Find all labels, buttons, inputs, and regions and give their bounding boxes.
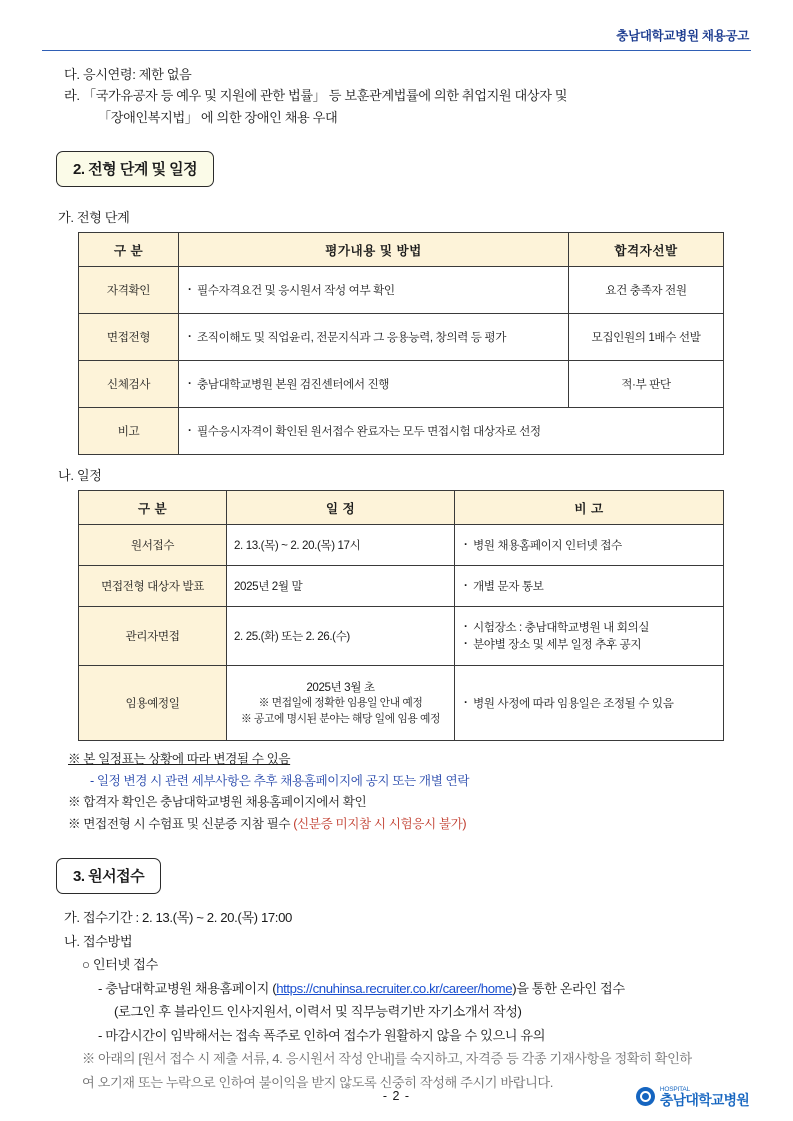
stage-select-1: 요건 충족자 전원	[569, 267, 724, 314]
stage-content-3	[179, 361, 569, 408]
stage-division-2: 면접전형	[79, 314, 179, 361]
section-2-notes	[68, 750, 751, 834]
stage-division-3: 신체검사	[79, 361, 179, 408]
schedule-table	[78, 490, 724, 741]
stage-division-4: 비고	[79, 408, 179, 455]
stage-content-4	[179, 408, 724, 455]
s3-line-4-suffix: )을 통한 온라인 접수	[512, 980, 625, 996]
s3-line-4-prefix: - 충남대학교병원 채용홈페이지 (	[98, 980, 277, 996]
note-1	[68, 750, 751, 770]
table-row	[79, 267, 724, 314]
schedule-date-4-line-2: ※ 면접일에 정확한 임용일 안내 예정	[258, 697, 423, 710]
section-3-heading: 3. 원서접수	[56, 858, 161, 894]
page-number: - 2 -	[382, 1089, 411, 1103]
schedule-division-3: 관리자면접	[79, 607, 227, 666]
intro-block	[42, 65, 751, 128]
table-row	[79, 361, 724, 408]
schedule-col-division: 구 분	[79, 491, 227, 525]
table-row	[79, 314, 724, 361]
stage-table	[78, 232, 724, 455]
stage-content-2	[179, 314, 569, 361]
note-3: ※ 합격자 확인은 충남대학교병원 채용홈페이지에서 확인	[68, 795, 367, 810]
schedule-note-4-item: · 병원 사정에 따라 임용일은 조정될 수 있음	[462, 695, 716, 712]
stage-col-content: 평가내용 및 방법	[179, 233, 569, 267]
hospital-logo-sub: HOSPITAL	[659, 1085, 690, 1093]
schedule-table-header-row	[79, 491, 724, 525]
hospital-logo-icon	[636, 1087, 655, 1106]
schedule-date-4	[227, 666, 455, 741]
schedule-date-2: 2025년 2월 말	[227, 566, 455, 607]
stage-division-1: 자격확인	[79, 267, 179, 314]
schedule-note-2	[455, 566, 724, 607]
schedule-note-1-item: · 병원 채용홈페이지 인터넷 접수	[462, 537, 716, 554]
note-2: - 일정 변경 시 관련 세부사항은 추후 채용홈페이지에 공지 또는 개별 연락	[90, 773, 470, 788]
section-2-sub-b: 나. 일정	[58, 468, 102, 484]
schedule-division-4: 임용예정일	[79, 666, 227, 741]
stage-content-2-item: · 조직이해도 및 직업윤리, 전문지식과 그 응용능력, 창의력 등 평가	[186, 329, 561, 346]
stage-col-select: 합격자선발	[569, 233, 724, 267]
intro-line-2: 라. 「국가유공자 등 예우 및 지원에 관한 법률」 등 보훈관계법률에 의한 취업지원 대상자 및	[64, 88, 568, 104]
hospital-logo	[636, 1087, 749, 1108]
hospital-logo-name: 충남대학교병원	[659, 1092, 749, 1108]
table-row	[79, 566, 724, 607]
intro-line-1: 다. 응시연령: 제한 없음	[64, 67, 192, 82]
schedule-note-3	[455, 607, 724, 666]
s3-line-8: 여 오기재 또는 누락으로 인하여 불이익을 받지 않도록 신중히 작성해 주시기 바랍니다.	[82, 1074, 554, 1090]
s3-line-4	[42, 979, 751, 999]
schedule-col-note: 비 고	[455, 491, 724, 525]
section-3-body	[42, 908, 751, 1093]
table-row	[79, 666, 724, 741]
schedule-note-3-item-2: · 분야별 장소 및 세부 일정 추후 공지	[462, 636, 716, 653]
section-2-sub-a: 가. 전형 단계	[58, 210, 130, 226]
schedule-note-3-item-1: · 시험장소 : 충남대학교병원 내 회의실	[462, 619, 716, 636]
s3-line-2: 나. 접수방법	[64, 933, 133, 949]
stage-col-division: 구 분	[79, 233, 179, 267]
schedule-note-4	[455, 666, 724, 741]
s3-line-1: 가. 접수기간 : 2. 13.(목) ~ 2. 20.(목) 17:00	[64, 910, 292, 926]
schedule-date-3: 2. 25.(화) 또는 2. 26.(수)	[227, 607, 455, 666]
stage-content-1-item: · 필수자격요건 및 응시원서 작성 여부 확인	[186, 282, 561, 299]
hospital-logo-textblock	[660, 1087, 749, 1108]
stage-content-3-item: · 충남대학교병원 본원 검진센터에서 진행	[186, 376, 561, 393]
note-4-suffix: (신분증 미지참 시 시험응시 불가)	[293, 816, 467, 831]
s3-line-5: (로그인 후 블라인드 인사지원서, 이력서 및 직무능력기반 자기소개서 작성)	[114, 1004, 522, 1020]
section-2-heading: 2. 전형 단계 및 일정	[56, 151, 214, 187]
schedule-date-4-line-1: 2025년 3월 초	[306, 681, 375, 695]
s3-line-6: - 마감시간이 임박해서는 접속 폭주로 인하여 접수가 원활하지 않을 수 있으니 유의	[98, 1027, 546, 1043]
note-4-text: ※ 면접전형 시 수험표 및 신분증 지참 필수	[68, 816, 291, 831]
schedule-note-2-item: · 개별 문자 통보	[462, 578, 716, 595]
stage-content-4-item: · 필수응시자격이 확인된 원서접수 완료자는 모두 면접시험 대상자로 선정	[186, 423, 716, 440]
schedule-col-schedule: 일 정	[227, 491, 455, 525]
page-footer	[0, 1085, 793, 1108]
stage-table-header-row	[79, 233, 724, 267]
table-row	[79, 408, 724, 455]
intro-line-3: 「장애인복지법」 에 의한 장애인 채용 우대	[98, 109, 338, 125]
schedule-division-2: 면접전형 대상자 발표	[79, 566, 227, 607]
note-1-text: ※ 본 일정표는 상황에 따라 변경될 수 있음	[68, 752, 291, 767]
schedule-date-4-line-3: ※ 공고에 명시된 분야는 해당 일에 임용 예정	[240, 713, 441, 726]
header-title: 충남대학교병원 채용공고	[616, 29, 749, 43]
s3-line-7: ※ 아래의 [원서 접수 시 제출 서류, 4. 응시원서 작성 안내]를 숙지하고, 자격증 등 각종 기재사항을 정확히 확인하	[82, 1051, 692, 1067]
schedule-note-1	[455, 525, 724, 566]
stage-select-3: 적·부 판단	[569, 361, 724, 408]
schedule-date-1: 2. 13.(목) ~ 2. 20.(목) 17시	[227, 525, 455, 566]
note-4	[68, 815, 751, 835]
document-header	[42, 26, 751, 44]
schedule-division-1: 원서접수	[79, 525, 227, 566]
stage-content-1	[179, 267, 569, 314]
header-divider	[42, 50, 751, 51]
table-row	[79, 607, 724, 666]
s3-line-3: ○ 인터넷 접수	[82, 957, 158, 973]
table-row	[79, 525, 724, 566]
recruit-homepage-link[interactable]: https://cnuhinsa.recruiter.co.kr/career/home	[276, 980, 513, 996]
stage-select-2: 모집인원의 1배수 선발	[569, 314, 724, 361]
